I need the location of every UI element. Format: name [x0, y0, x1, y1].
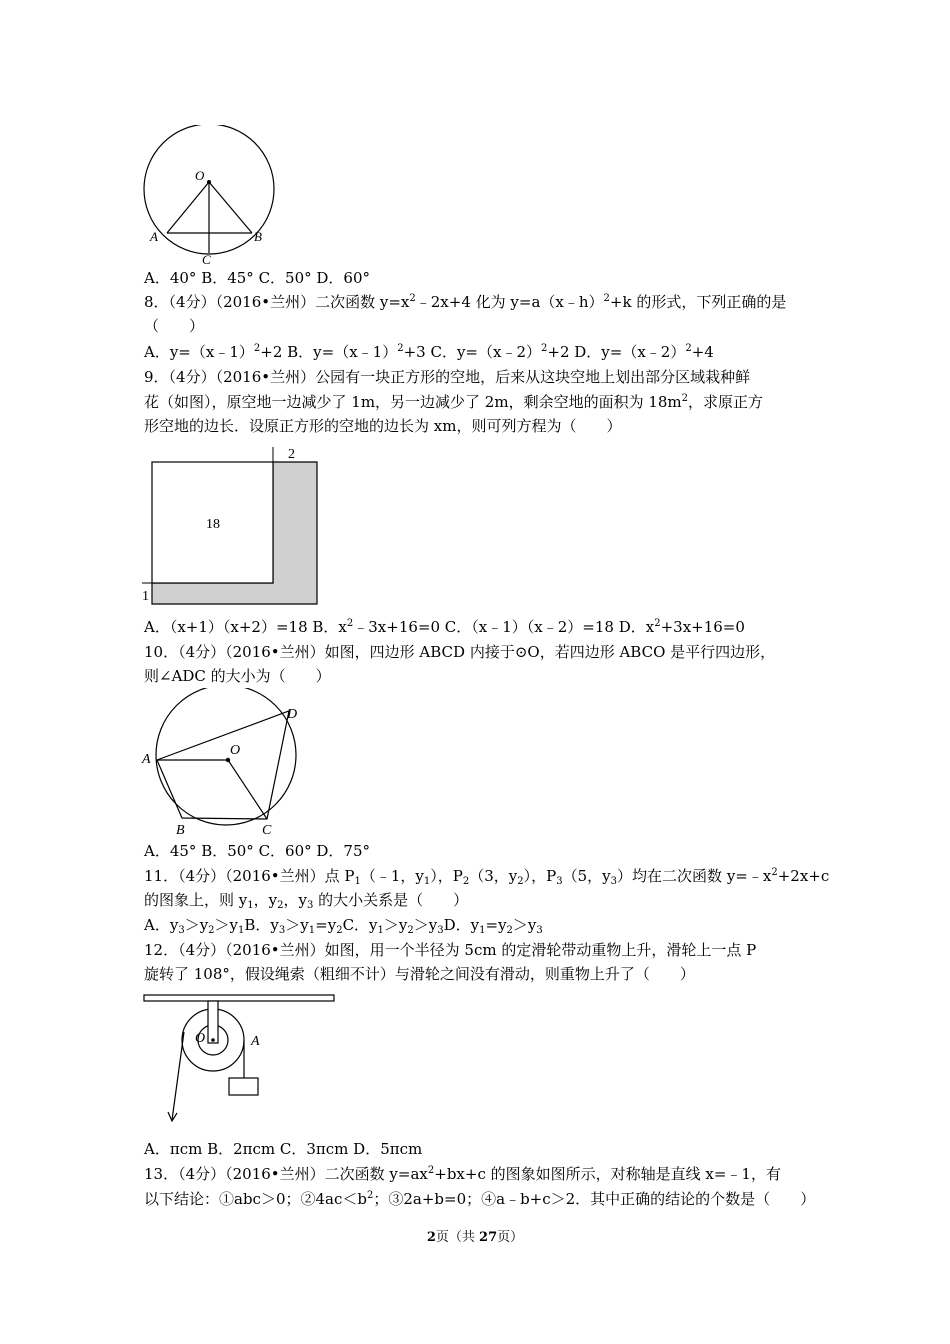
q12-line2: 旋转了 108°，假设绳索（粗细不计）与滑轮之间没有滑动，则重物上升了（ ）: [144, 965, 695, 983]
q8-line1: 8．（4分）（2016•兰州）二次函数 $y=x^2﹣2x+4$ 化为 y=a（x﹣h）$^2$+k 的形式，下列正确的是: [144, 293, 787, 311]
q10-label-d: D: [287, 707, 298, 722]
q7-label-o: O: [195, 168, 205, 183]
q10-label-o: O: [230, 743, 241, 758]
q11-line2: 的图象上，则 $y_1$，$y_2$，$y_3$ 的大小关系是（ ）: [144, 891, 469, 911]
q7-label-c: C: [202, 252, 211, 265]
q7-options: A．40° B．45° C．50° D．60°: [144, 269, 371, 287]
q9-line3: 形空地的边长．设原正方形的空地的边长为 xm，则可列方程为（ ）: [144, 417, 622, 435]
q10-segment-oc: [228, 760, 267, 819]
q10-line1: 10．（4分）（2016•兰州）如图，四边形 ABCD 内接于⊙O，若四边形 ABCO 是平行四边形，: [144, 643, 776, 661]
q11-line1: 11．（4分）（2016•兰州）点 $P_1(﹣1$，$y_1$），$P_2(3$，$y_2$），$P_3(5$，$y_3$）均在二次函数 $y=﹣x^2+2x+c$: [144, 867, 830, 887]
q10-label-a: A: [142, 752, 151, 767]
q9-figure: [140, 443, 325, 608]
q7-figure: [140, 125, 285, 265]
q11-options: A．$y_3>y_2>y_1B$．$y_3>y_1=y_2C$．$y_1>y_2>y_3D$．$y_1=y_2>y_3$: [144, 916, 543, 936]
q7-radius-ob: [209, 182, 252, 233]
q9-line2: 花（如图），原空地一边减少了 1m，另一边减少了 2m，剩余空地的面积为 $18m^2$，求原正方: [144, 393, 764, 411]
q12-options: A．πcm B．2πcm C．3πcm D．5πcm: [144, 1140, 423, 1158]
q13-line1: 13．（4分）（2016•兰州）二次函数 $y=ax^2+bx+c$ 的图象如图所示，对称轴是直线 x=﹣1，有: [144, 1165, 781, 1183]
q9-label-area: 18: [206, 517, 220, 532]
q12-rope-left: [172, 1032, 184, 1120]
q9-options: A．（x+1）（x+2）=18 B．$x^2﹣3x+16=0$ C．（x﹣1）（x﹣2）=18 D．$x^2+3x+16=0$: [144, 618, 745, 636]
q10-center-dot: [226, 758, 230, 762]
q12-line1: 12．（4分）（2016•兰州）如图，用一个半径为 5cm 的定滑轮带动重物上升，滑轮上一点 P: [144, 941, 757, 959]
q8-options: A．y=（x﹣1）$^2$+2 B．y=（x﹣1）$^2$+3 C．y=（x﹣2）$^2$+2 D．y=（x﹣2）$^2$+4: [144, 343, 714, 361]
q12-bracket: [208, 1001, 218, 1043]
q7-radius-oa: [167, 182, 209, 233]
q12-label-o: O: [195, 1031, 206, 1046]
q10-figure: [140, 688, 310, 838]
q13-line2: 以下结论：①abc＞0；$②4ac<b^2$；③2a+b=0；④a﹣b+c＞2．其中正确的结论的个数是（ ）: [144, 1190, 816, 1208]
q7-center-dot: [207, 180, 211, 184]
q10-line2: 则∠ADC 的大小为（ ）: [144, 667, 331, 685]
q8-line2: （ ）: [144, 317, 205, 335]
page-footer: 2页（共 27页）: [426, 1230, 524, 1245]
q12-ceiling-beam: [144, 995, 334, 1001]
q12-figure: [140, 990, 340, 1130]
q9-label-left: 1: [142, 589, 149, 604]
q9-label-top: 2: [288, 447, 295, 462]
q7-label-a: A: [150, 229, 158, 244]
q10-circle: [156, 688, 296, 825]
q10-label-c: C: [262, 823, 272, 838]
q10-quad-abcd: [157, 711, 289, 819]
q10-options: A．45° B．50° C．60° D．75°: [144, 842, 371, 860]
q10-label-b: B: [176, 823, 185, 838]
q7-label-b: B: [254, 229, 262, 244]
q12-weight-box: [229, 1078, 258, 1095]
q9-line1: 9．（4分）（2016•兰州）公园有一块正方形的空地，后来从这块空地上划出部分区域栽种鲜: [144, 368, 751, 386]
q12-label-a: A: [251, 1034, 260, 1049]
q12-axle-dot: [211, 1038, 215, 1042]
